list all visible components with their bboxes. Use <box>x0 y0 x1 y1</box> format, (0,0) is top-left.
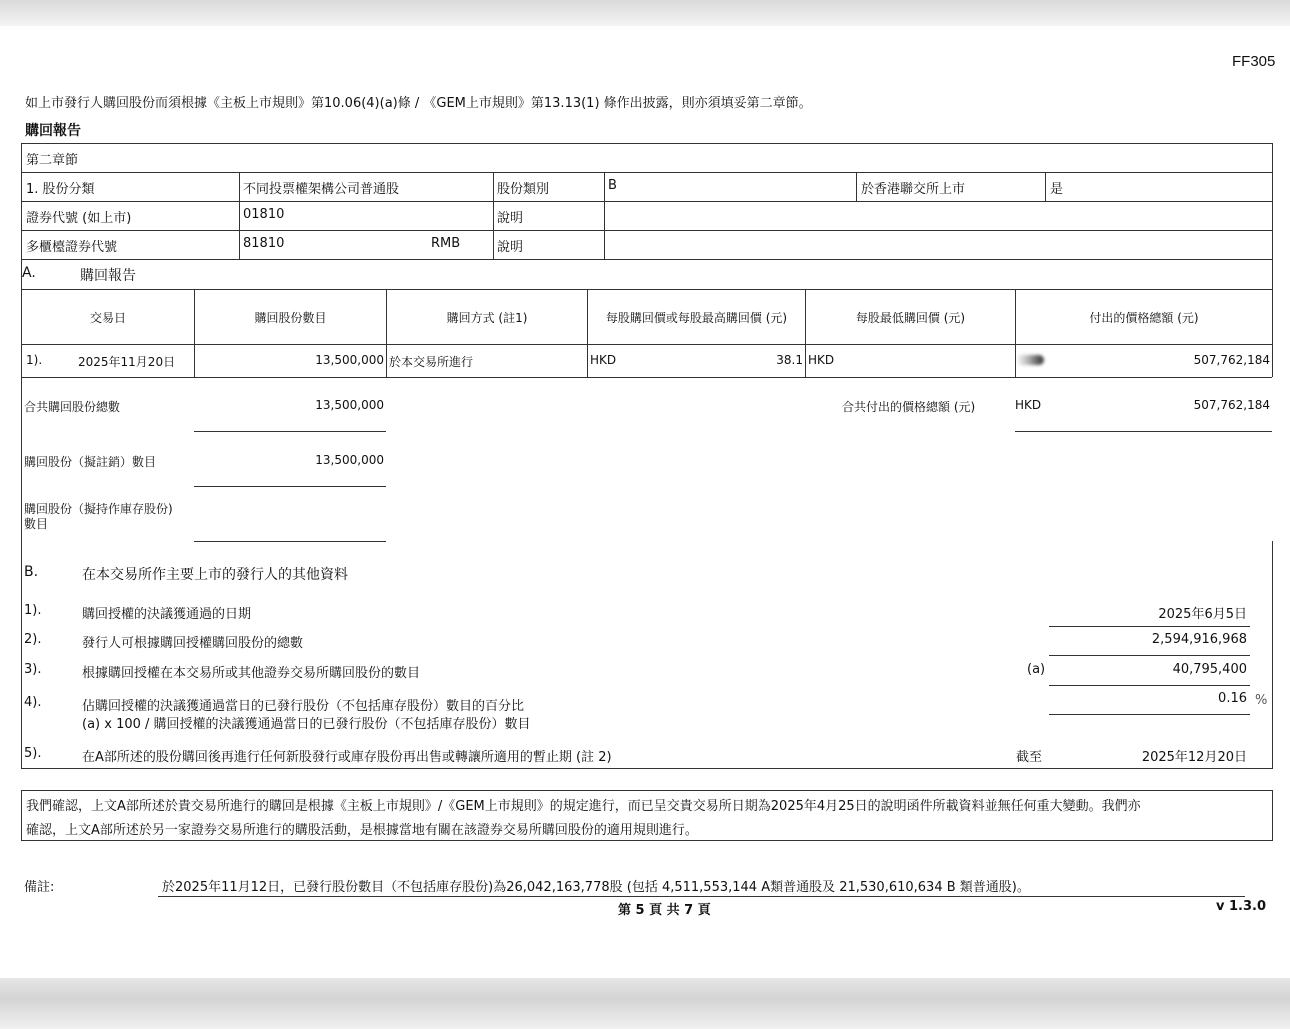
divider <box>21 377 1273 378</box>
part-b-title: 在本交易所作主要上市的發行人的其他資料 <box>82 567 348 583</box>
row-index: 1). <box>26 353 43 367</box>
divider <box>1045 172 1046 201</box>
divider <box>239 172 240 259</box>
divider <box>21 289 1273 290</box>
listed-label: 於香港聯交所上市 <box>861 182 966 197</box>
divider <box>493 172 494 259</box>
header-method: 購回方式 (註1) <box>446 311 528 325</box>
divider <box>856 172 857 201</box>
share-type-label: 股份類別 <box>497 182 550 197</box>
treasury-label-line2: 數目 <box>24 517 49 531</box>
row-shares: 13,500,000 <box>315 353 384 367</box>
divider <box>1015 289 1016 377</box>
underline <box>194 486 386 487</box>
row-total: 507,762,184 <box>1193 353 1270 367</box>
part-a-marker: A. <box>22 265 36 281</box>
item-index: 1). <box>24 603 42 618</box>
header-total-paid: 付出的價格總額 (元) <box>1089 311 1199 325</box>
page-number: 第 5 頁 共 7 頁 <box>618 903 711 918</box>
document-page <box>0 26 1290 978</box>
share-class-value: 不同投票權架構公司普通股 <box>243 182 400 197</box>
item-index: 5). <box>24 746 42 761</box>
form-version: v 1.3.0 <box>1216 899 1267 914</box>
item-prefix: 截至 <box>1016 750 1043 765</box>
header-shares: 購回股份數目 <box>254 311 327 325</box>
remarks-label: 備註: <box>24 880 55 895</box>
item-value: 2,594,916,968 <box>1151 632 1247 647</box>
total-shares-label: 合共購回股份總數 <box>24 400 121 414</box>
part-b-marker: B. <box>24 564 39 580</box>
row-method: 於本交易所進行 <box>389 355 474 369</box>
underline <box>1049 714 1250 715</box>
item-value: 0.16 <box>1218 691 1247 706</box>
item-text: 在A部所述的股份購回後再進行任何新股發行或庫存股份再出售或轉讓所適用的暫止期 (註 2) <box>82 750 612 765</box>
divider <box>805 289 806 377</box>
row-high-price: 38.1 <box>776 353 803 367</box>
item-text: 根據購回授權在本交易所或其他證券交易所購回股份的數目 <box>82 666 421 681</box>
item-suffix: % <box>1255 693 1268 708</box>
listed-value: 是 <box>1050 182 1064 197</box>
divider <box>587 289 588 377</box>
item-prefix: (a) <box>1027 662 1046 677</box>
viewer-bottom-edge <box>0 978 1290 1029</box>
total-paid-label: 合共付出的價格總額 (元) <box>842 400 976 414</box>
divider <box>386 289 387 377</box>
item-value: 2025年12月20日 <box>1141 750 1247 765</box>
cancel-label: 購回股份（擬註銷）數目 <box>24 455 157 469</box>
divider <box>21 172 1273 173</box>
divider <box>1272 377 1273 541</box>
item-index: 3). <box>24 662 42 677</box>
header-low-price: 每股最低購回價 (元) <box>855 311 966 325</box>
viewer-top-edge <box>0 0 1290 26</box>
row-date: 2025年11月20日 <box>78 355 176 369</box>
divider <box>604 172 605 259</box>
multi-counter-value: 81810 <box>243 236 285 251</box>
divider <box>21 230 1273 231</box>
multi-counter-desc-label: 說明 <box>497 240 524 255</box>
divider <box>21 259 1273 260</box>
item-value: 2025年6月5日 <box>1158 607 1247 622</box>
treasury-label-line1: 購回股份（擬持作庫存股份) <box>24 502 173 516</box>
item-index: 4). <box>24 695 42 710</box>
underline <box>194 431 386 432</box>
item-text: 發行人可根據購回授權購回股份的總數 <box>82 636 304 651</box>
total-paid-value: 507,762,184 <box>1193 398 1270 412</box>
divider <box>21 344 1273 345</box>
divider <box>21 201 1273 202</box>
form-code: FF305 <box>1232 53 1276 70</box>
multi-counter-label: 多櫃檯證券代號 <box>26 240 118 255</box>
stock-code-value: 01810 <box>243 207 285 222</box>
part-a-title: 購回報告 <box>80 268 136 284</box>
total-shares-value: 13,500,000 <box>315 398 384 412</box>
row-high-currency: HKD <box>590 353 617 367</box>
report-heading: 購回報告 <box>25 123 81 139</box>
item-text: 佔購回授權的決議獲通過當日的已發行股份（不包括庫存股份）數目的百分比 <box>82 699 525 714</box>
confirmation-line2: 確認，上文A部所述於另一家證券交易所進行的購股活動，是根據當地有關在該證券交易所購回股份的適用規則進行。 <box>26 823 698 838</box>
row-low-currency: HKD <box>808 353 835 367</box>
header-trade-date: 交易日 <box>89 311 126 325</box>
share-class-label: 1. 股份分類 <box>26 182 95 197</box>
underline <box>158 896 1245 897</box>
item-value: 40,795,400 <box>1172 662 1247 677</box>
share-type-value: B <box>608 178 617 193</box>
multi-counter-currency: RMB <box>431 236 461 251</box>
remarks-text: 於2025年11月12日，已發行股份數目（不包括庫存股份)為26,042,163,778股 (包括 4,511,553,144 A類普通股及 21,530,610,634 B 類普通股)。 <box>162 880 1030 895</box>
confirmation-line1: 我們確認，上文A部所述於貴交易所進行的購回是根據《主板上市規則》/《GEM上市規則》的規定進行，而已呈交貴交易所日期為2025年4月25日的說明函件所載資料並無任何重大變動。我們亦 <box>26 799 1141 814</box>
section-title: 第二章節 <box>26 153 79 168</box>
underline <box>1015 431 1273 432</box>
underline <box>1049 655 1250 656</box>
item-index: 2). <box>24 632 42 647</box>
item-text-line2: (a) x 100 / 購回授權的決議獲通過當日的已發行股份（不包括庫存股份）數目 <box>82 717 531 732</box>
stock-code-desc-label: 說明 <box>497 211 524 226</box>
cancel-value: 13,500,000 <box>315 453 384 467</box>
obscured-low-price <box>1016 355 1044 365</box>
underline <box>1049 626 1250 627</box>
underline <box>194 541 386 542</box>
item-text: 購回授權的決議獲通過的日期 <box>82 607 252 622</box>
underline <box>1049 685 1250 686</box>
header-high-price: 每股購回價或每股最高購回價 (元) <box>605 311 788 325</box>
stock-code-label: 證券代號 (如上市) <box>26 211 132 226</box>
divider <box>194 289 195 377</box>
total-paid-currency: HKD <box>1015 398 1042 412</box>
intro-text: 如上市發行人購回股份而須根據《主板上市規則》第10.06(4)(a)條 / 《GEM上市規則》第13.13(1) 條作出披露，則亦須填妥第二章節。 <box>25 96 812 111</box>
